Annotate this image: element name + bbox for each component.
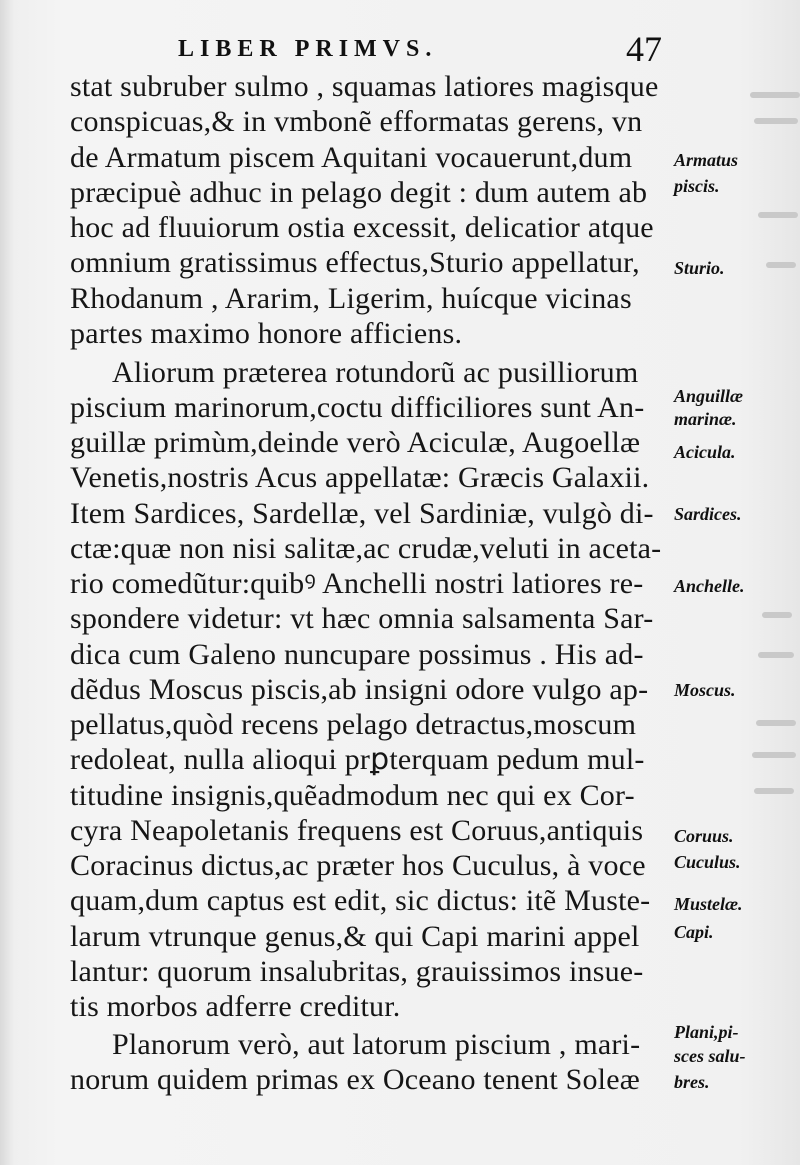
margin-note: Cuculus. xyxy=(674,852,741,872)
margin-note: marinæ. xyxy=(674,409,737,429)
margin-note: Capi. xyxy=(674,922,714,942)
show-through-texture xyxy=(740,0,800,1165)
text-line: cyra Neapoletanis frequens est Coruus,antiquis xyxy=(70,814,644,847)
margin-note: bres. xyxy=(674,1072,710,1092)
margin-note: Anchelle. xyxy=(674,576,745,596)
margin-note: Mustelæ. xyxy=(674,894,743,914)
margin-note: Sturio. xyxy=(674,258,725,278)
text-line: redoleat, nulla alioqui prꝑterquam pedum mul- xyxy=(70,743,645,776)
margin-note: Coruus. xyxy=(674,826,734,846)
text-line: ctæ:quæ non nisi salitæ,ac crudæ,veluti in aceta- xyxy=(70,532,662,565)
text-line: Rhodanum , Ararim, Ligerim, huícque vicinas xyxy=(70,282,632,315)
paragraph-start-line: Aliorum præterea rotundorũ ac pusilliorum xyxy=(112,356,639,389)
text-line: quam,dum captus est edit, sic dictus: itẽ Muste- xyxy=(70,884,651,917)
running-header: LIBER PRIMVS. xyxy=(178,36,438,62)
text-line: pellatus,quòd recens pelago detractus,moscum xyxy=(70,708,637,741)
text-line: Item Sardices, Sardellæ, vel Sardiniæ, vulgò di- xyxy=(70,497,654,530)
text-line: titudine insignis,quẽadmodum nec qui ex Cor- xyxy=(70,779,635,812)
text-line: piscium marinorum,coctu difficiliores sunt An- xyxy=(70,391,645,424)
margin-note: Acicula. xyxy=(674,442,736,462)
margin-note: sces salu- xyxy=(674,1046,746,1066)
text-line: spondere videtur: vt hæc omnia salsamenta Sar- xyxy=(70,602,654,635)
text-line: norum quidem primas ex Oceano tenent Soleæ xyxy=(70,1063,640,1096)
text-line: conspicuas,& in vmbonẽ efformatas gerens, vn xyxy=(70,105,643,138)
margin-note: Anguillæ xyxy=(674,386,744,406)
text-line: præcipuè adhuc in pelago degit : dum autem ab xyxy=(70,176,648,209)
margin-note: Armatus xyxy=(674,150,739,170)
text-line: guillæ primùm,deinde verò Aciculæ, Augoellæ xyxy=(70,426,641,459)
margin-note: Plani,pi- xyxy=(674,1022,739,1042)
text-line: Venetis,nostris Acus appellatæ: Græcis Galaxii. xyxy=(70,461,650,494)
text-line: rio comedũtur:quibꝰ Anchelli nostri latiores re- xyxy=(70,567,644,600)
margin-note: Sardices. xyxy=(674,504,742,524)
text-line: dica cum Galeno nuncupare possimus . His ad- xyxy=(70,638,644,671)
text-line: lantur: quorum insalubritas, grauissimos insue- xyxy=(70,955,644,988)
margin-note: Moscus. xyxy=(674,680,736,700)
text-line: larum vtrunque genus,& qui Capi marini appel xyxy=(70,920,640,953)
margin-note: piscis. xyxy=(674,176,720,196)
paragraph-start-line: Planorum verò, aut latorum piscium , mari- xyxy=(112,1028,641,1061)
text-line: de Armatum piscem Aquitani vocauerunt,dum xyxy=(70,141,633,174)
text-line: partes maximo honore afficiens. xyxy=(70,317,463,350)
page-number: 47 xyxy=(626,29,662,69)
text-line: dẽdus Moscus piscis,ab insigni odore vulgo ap- xyxy=(70,673,649,706)
text-line: hoc ad fluuiorum ostia excessit, delicatior atque xyxy=(70,211,654,244)
text-line: stat subruber sulmo , squamas latiores magisque xyxy=(70,70,659,103)
text-line: tis morbos adferre creditur. xyxy=(70,990,401,1023)
text-line: omnium gratissimus effectus,Sturio appellatur, xyxy=(70,246,640,279)
text-line: Coracinus dictus,ac præter hos Cuculus, à voce xyxy=(70,849,646,882)
